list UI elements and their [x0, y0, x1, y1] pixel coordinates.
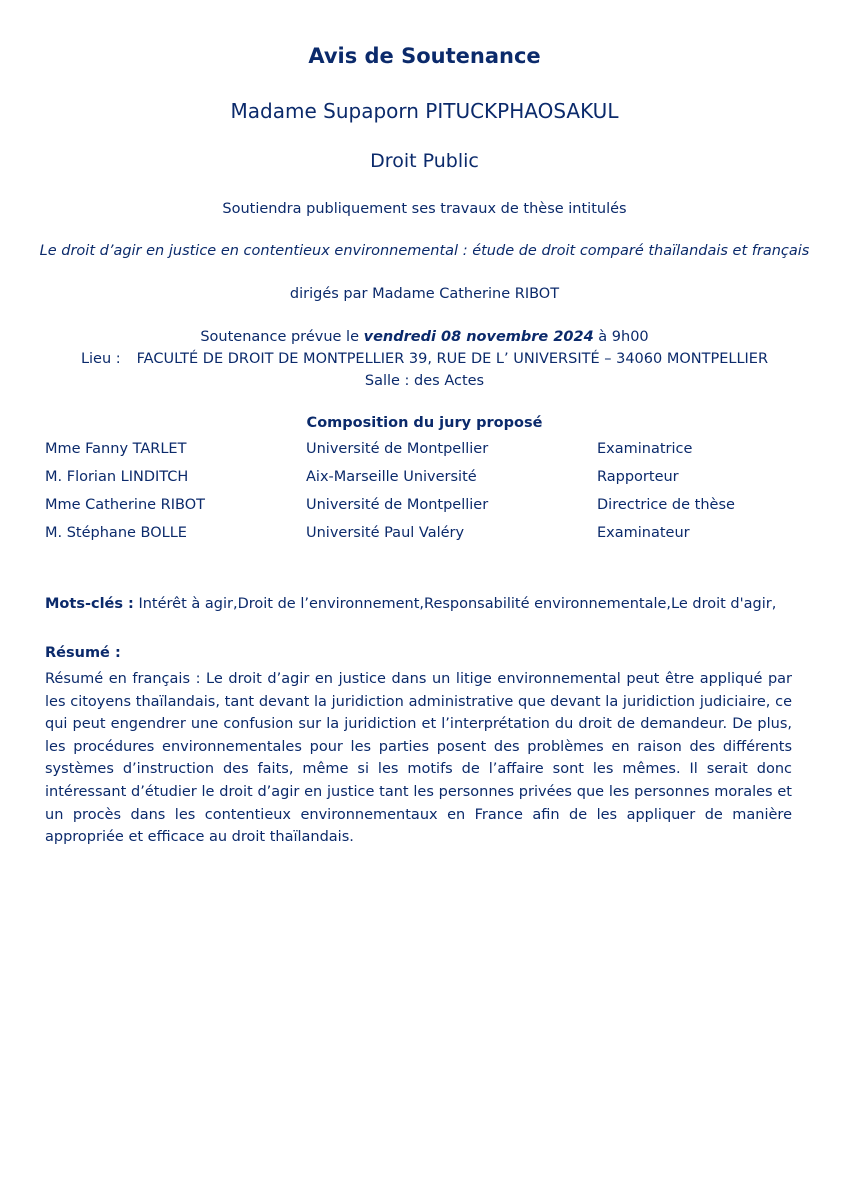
- jury-member-institution: Université de Montpellier: [306, 441, 489, 457]
- page-title: Avis de Soutenance: [308, 44, 541, 68]
- jury-row: [45, 441, 805, 469]
- jury-row: [45, 497, 805, 525]
- thesis-title: Le droit d’agir en justice en contentieux environnemental : étude de droit comparé thaïlandais et français: [39, 243, 810, 259]
- jury-member-role: Examinatrice: [597, 441, 693, 457]
- defense-room: Salle : des Actes: [364, 373, 485, 389]
- intro-text: Soutiendra publiquement ses travaux de thèse intitulés: [222, 201, 627, 217]
- jury-member-institution: Université de Montpellier: [306, 497, 489, 513]
- date-value: vendredi 08 novembre 2024: [363, 329, 594, 345]
- jury-table: [45, 441, 805, 553]
- location-value: FACULTÉ DE DROIT DE MONTPELLIER 39, RUE DE L’ UNIVERSITÉ – 34060 MONTPELLIER: [136, 351, 769, 367]
- jury-member-institution: Université Paul Valéry: [306, 525, 465, 541]
- jury-heading: Composition du jury proposé: [306, 415, 543, 431]
- defense-date: [0, 329, 849, 345]
- jury-member-name: M. Stéphane BOLLE: [45, 525, 187, 541]
- jury-row: [45, 525, 805, 553]
- thesis-direction: dirigés par Madame Catherine RIBOT: [289, 286, 560, 302]
- keywords-value: Intérêt à agir,Droit de l’environnement,Responsabilité environnementale,Le droit d'agir,: [133, 596, 777, 612]
- jury-member-name: Mme Catherine RIBOT: [45, 497, 205, 513]
- jury-member-role: Rapporteur: [597, 469, 679, 485]
- jury-member-name: Mme Fanny TARLET: [45, 441, 187, 457]
- location-label: Lieu :: [80, 351, 121, 367]
- date-suffix: à 9h00: [593, 329, 649, 345]
- keywords: [45, 596, 805, 612]
- candidate-name: Madame Supaporn PITUCKPHAOSAKUL: [230, 99, 619, 123]
- summary-text: Résumé en français : Le droit d’agir en justice dans un litige environnemental peut être appliqué par les citoyens thaïlandais, tant devant la juridiction administrative que devant la juridiction judiciaire, ce qui peut engendrer une confusion sur la juridiction et l’interprétation du droit de demandeur. De plus, les procédures environnementales pour les parties posent des problèmes en raison des différents systèmes d’instruction des faits, même si les motifs de l’affaire sont les mêmes. Il serait donc intéressant d’étudier le droit d’agir en justice tant les personnes privées que les personnes morales et un procès dans les contentieux environnementaux en France afin de les appliquer de manière appropriée et efficace au droit thaïlandais.: [45, 671, 792, 846]
- keywords-label: Mots-clés :: [45, 596, 134, 612]
- summary-heading: Résumé :: [45, 645, 121, 661]
- defense-location: [0, 351, 849, 367]
- jury-member-role: Examinateur: [597, 525, 690, 541]
- jury-row: [45, 469, 805, 497]
- jury-member-name: M. Florian LINDITCH: [45, 469, 189, 485]
- jury-member-institution: Aix-Marseille Université: [306, 469, 477, 485]
- jury-member-role: Directrice de thèse: [597, 497, 735, 513]
- date-prefix: Soutenance prévue le: [200, 329, 364, 345]
- discipline: Droit Public: [370, 150, 479, 172]
